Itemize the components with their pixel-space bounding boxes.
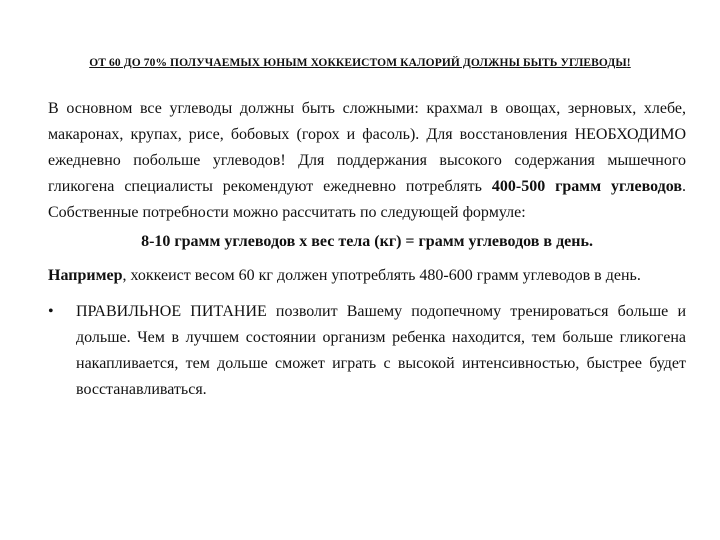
bullet-symbol: • bbox=[48, 303, 54, 320]
slide-title bbox=[70, 54, 650, 73]
slide-title-text: ОТ 60 ДО 70% ПОЛУЧАЕМЫХ ЮНЫМ ХОККЕИСТОМ КАЛОРИЙ ДОЛЖНЫ БЫТЬ УГЛЕВОДЫ bbox=[89, 57, 627, 69]
main-paragraph-bold: 400-500 грамм углеводов bbox=[491, 178, 682, 195]
slide-title-exclamation: ! bbox=[626, 57, 631, 69]
bullet-item bbox=[48, 299, 686, 403]
slide-body bbox=[48, 96, 686, 403]
bullet-text: ПРАВИЛЬНОЕ ПИТАНИЕ позволит Вашему подопечному тренироваться больше и дольше. Чем в лучшем состоянии организм ребенка находится, тем больше гликогена накапливается, тем дольше сможет играть с высокой интенсивностью, быстрее будет восстанавливаться. bbox=[76, 303, 686, 398]
example-text: , хоккеист весом 60 кг должен употреблять 480-600 грамм углеводов в день. bbox=[122, 267, 641, 284]
main-paragraph bbox=[48, 96, 686, 226]
main-paragraph-text-2: . Собственные потребности можно рассчитать по следующей формуле: bbox=[48, 178, 686, 221]
formula: 8-10 грамм углеводов х вес тела (кг) = грамм углеводов в день. bbox=[141, 233, 593, 250]
example-label: Например bbox=[48, 267, 123, 284]
main-paragraph-text-1: В основном все углеводы должны быть сложными: крахмал в овощах, зерновых, хлебе, макаронах, крупах, рисе, бобовых (горох и фасоль). Для восстановления НЕОБХОДИМО ежедневно побольше углеводов! Для поддержания высокого содержания мышечного гликогена специалисты рекомендуют ежедневно потреблять bbox=[48, 100, 686, 195]
example-paragraph bbox=[48, 263, 686, 289]
